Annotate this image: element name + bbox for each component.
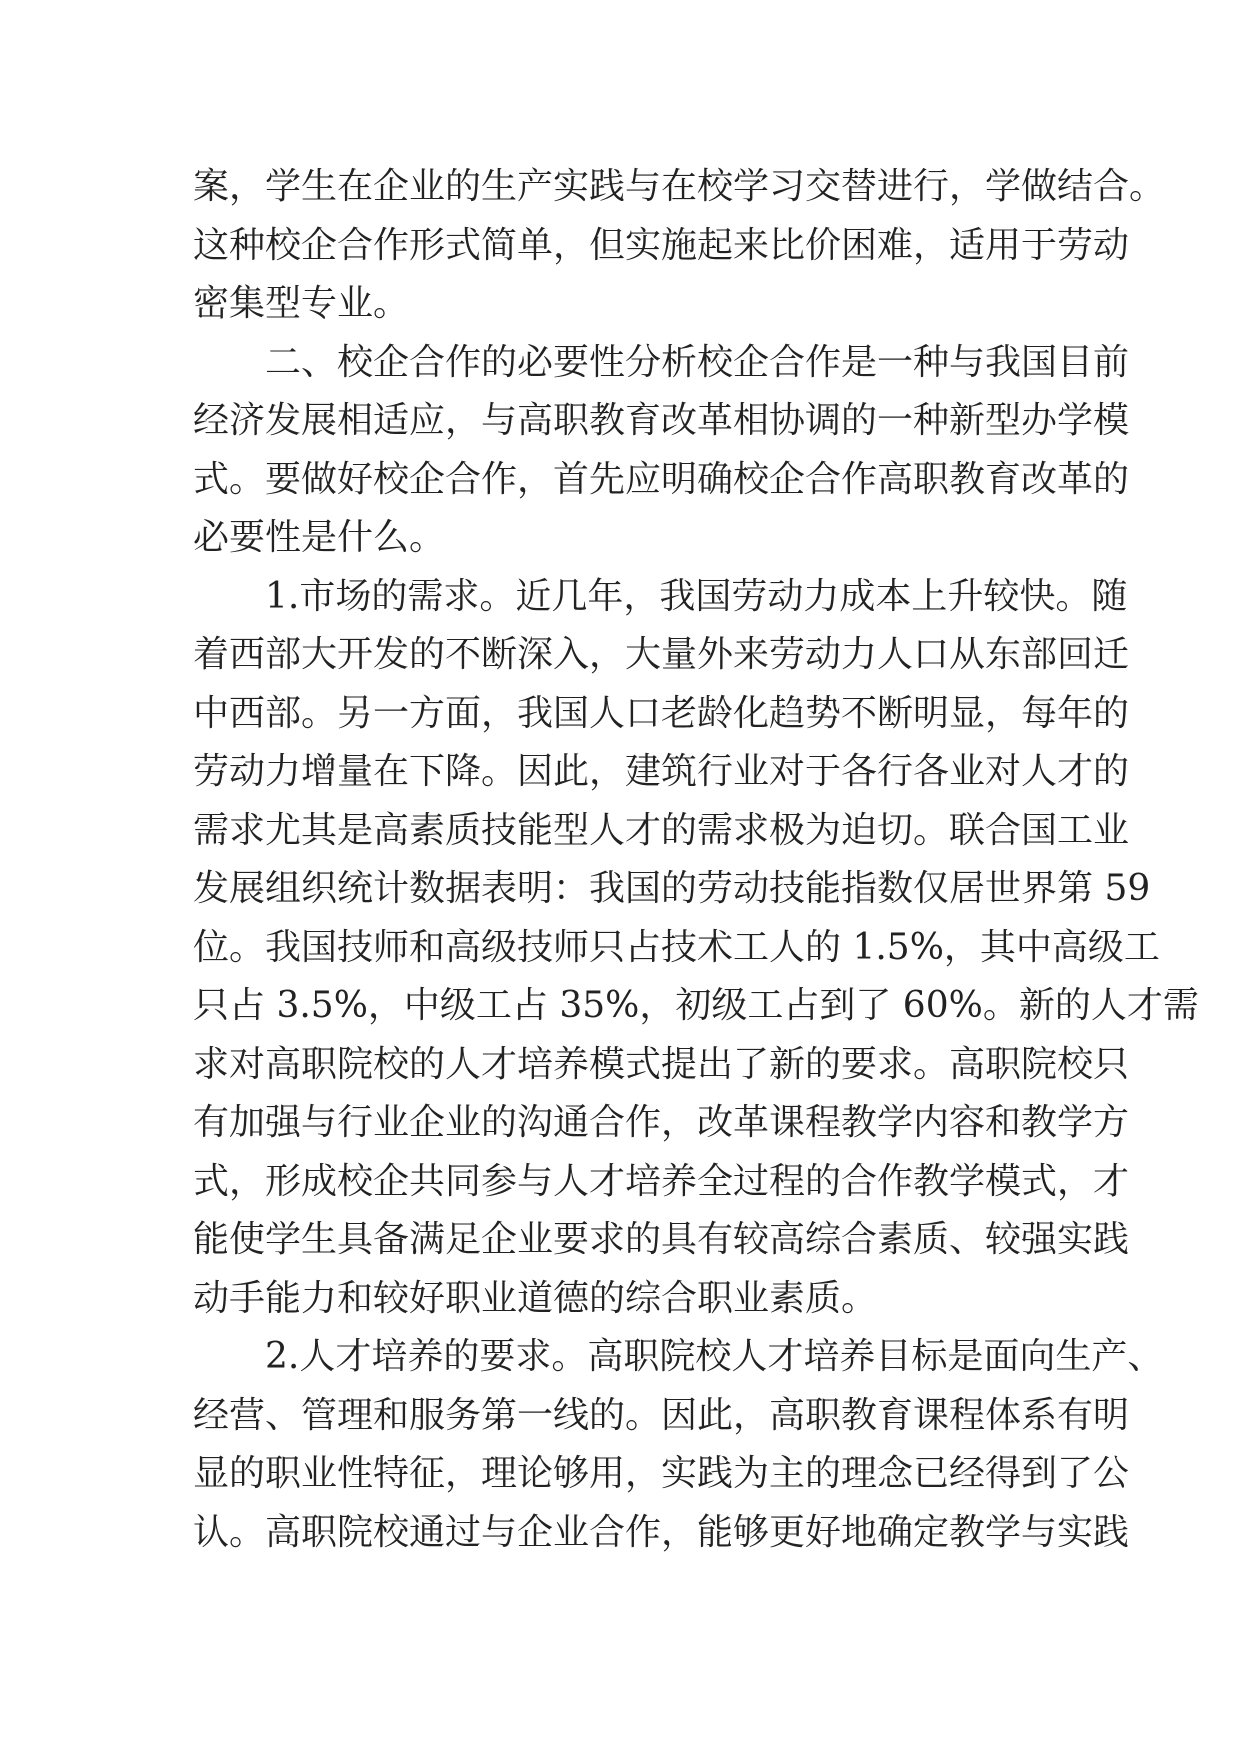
text-line: 式。要做好校企合作，首先应明确校企合作高职教育改革的 xyxy=(193,458,1130,500)
body-text xyxy=(193,158,1199,1562)
text-line: 有加强与行业企业的沟通合作，改革课程教学内容和教学方 xyxy=(193,1102,1130,1143)
text-line: 能使学生具备满足企业要求的具有较高综合素质、较强实践 xyxy=(193,1219,1130,1260)
text-line: 中西部。另一方面，我国人口老龄化趋势不断明显，每年的 xyxy=(193,692,1130,734)
text-line: 认。高职院校通过与企业合作，能够更好地确定教学与实践 xyxy=(193,1511,1130,1553)
paragraph-first-line: 二、校企合作的必要性分析校企合作是一种与我国目前 xyxy=(265,341,1130,383)
text-line: 只占 3.5%，中级工占 35%，初级工占到了 60%。新的人才需 xyxy=(193,985,1199,1026)
paragraph-first-line: 2.人才培养的要求。高职院校人才培养目标是面向生产、 xyxy=(265,1336,1164,1377)
text-line: 需求尤其是高素质技能型人才的需求极为迫切。联合国工业 xyxy=(193,809,1130,851)
text-line: 经营、管理和服务第一线的。因此，高职教育课程体系有明 xyxy=(193,1394,1130,1436)
text-line: 这种校企合作形式简单，但实施起来比价困难，适用于劳动 xyxy=(193,224,1130,266)
text-line: 案，学生在企业的生产实践与在校学习交替进行，学做结合。 xyxy=(193,166,1166,207)
text-line: 位。我国技师和高级技师只占技术工人的 1.5%，其中高级工 xyxy=(193,926,1160,968)
text-line: 显的职业性特征，理论够用，实践为主的理念已经得到了公 xyxy=(193,1453,1130,1494)
text-line: 着西部大开发的不断深入，大量外来劳动力人口从东部回迁 xyxy=(193,634,1130,675)
text-line: 求对高职院校的人才培养模式提出了新的要求。高职院校只 xyxy=(193,1043,1130,1085)
text-line: 动手能力和较好职业道德的综合职业素质。 xyxy=(193,1277,878,1319)
text-line: 必要性是什么。 xyxy=(193,517,446,558)
text-line: 劳动力增量在下降。因此，建筑行业对于各行各业对人才的 xyxy=(193,751,1130,792)
text-line: 式，形成校企共同参与人才培养全过程的合作教学模式，才 xyxy=(193,1160,1130,1202)
text-line: 经济发展相适应，与高职教育改革相协调的一种新型办学模 xyxy=(193,400,1130,441)
text-line: 发展组织统计数据表明：我国的劳动技能指数仅居世界第 59 xyxy=(193,868,1151,909)
paragraph-first-line: 1.市场的需求。近几年，我国劳动力成本上升较快。随 xyxy=(265,575,1128,617)
text-line: 密集型专业。 xyxy=(193,283,410,324)
